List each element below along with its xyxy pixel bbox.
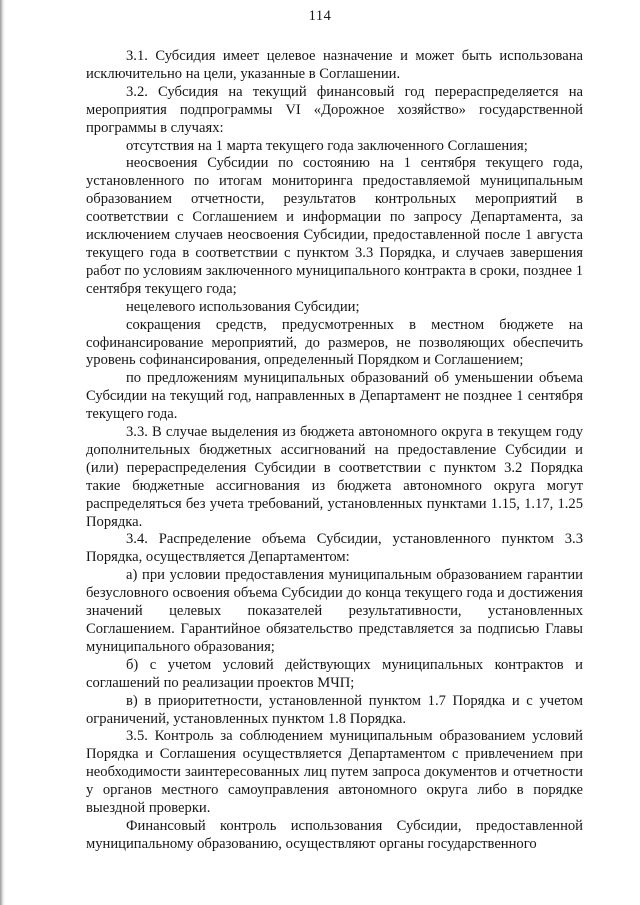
paragraph-3-4: 3.4. Распределение объема Субсидии, установленного пунктом 3.3 Порядка, осуществляется Департаментом: [86, 531, 583, 566]
list-item-v: в) в приоритетности, установленной пунктом 1.7 Порядка и с учетом ограничений, установленных пунктом 1.8 Порядка. [86, 692, 583, 727]
page-number: 114 [308, 8, 332, 24]
list-item-case: неосвоения Субсидии по состоянию на 1 сентября текущего года, установленного по итогам мониторинга предоставляемой муниципальным образованием отчетности, результатов контрольных мероприятий в соответствии с Соглашением и информации по запросу Департамента, за исключением случаев неосвоения Субсидии, предоставленной после 1 августа текущего года в соответствии с пунктом 3.3 Порядка, и случаев завершения работ по условиям заключенного муниципального контракта в сроки, позднее 1 сентября текущего года; [86, 155, 583, 297]
list-item-case: по предложениям муниципальных образований об уменьшении объема Субсидии на текущий год, направленных в Департамент не позднее 1 сентября текущего года. [86, 370, 583, 423]
list-item-case: отсутствия на 1 марта текущего года заключенного Соглашения; [126, 137, 528, 154]
paragraph-financial-control: Финансовый контроль использования Субсидии, предоставленной муниципальному образованию, осуществляют органы государственного [86, 817, 583, 852]
scan-edge-shadow [0, 0, 5, 905]
document-body [86, 48, 583, 854]
paragraph-3-1: 3.1. Субсидия имеет целевое назначение и может быть использована исключительно на цели, указанные в Соглашении. [86, 48, 583, 82]
list-item-case: сокращения средств, предусмотренных в местном бюджете на софинансирование мероприятий, до размеров, не позволяющих обеспечить уровень софинансирования, определенный Порядком и Соглашением; [86, 316, 583, 369]
list-item-case: нецелевого использования Субсидии; [126, 298, 360, 315]
paragraph-3-5: 3.5. Контроль за соблюдением муниципальным образованием условий Порядка и Соглашения осуществляется Департаментом с привлечением при необходимости заинтересованных лиц путем запроса документов и отчетности у органов местного самоуправления автономного округа либо в порядке выездной проверки. [86, 728, 583, 817]
paragraph-3-3: 3.3. В случае выделения из бюджета автономного округа в текущем году дополнительных бюджетных ассигнований на предоставление Субсидии и (или) перераспределения Субсидии в соответствии с пунктом 3.2 Порядка такие бюджетные ассигнования из бюджета автономного округа могут распределяться без учета требований, установленных пунктами 1.15, 1.17, 1.25 Порядка. [86, 424, 583, 530]
list-item-b: б) с учетом условий действующих муниципальных контрактов и соглашений по реализации проектов МЧП; [86, 656, 583, 691]
list-item-a: а) при условии предоставления муниципальным образованием гарантии безусловного освоения объема Субсидии до конца текущего года и достижения значений целевых показателей результативности, установленных Соглашением. Гарантийное обязательство представляется за подписью Главы муниципального образования; [86, 567, 583, 655]
paragraph-3-2: 3.2. Субсидия на текущий финансовый год перераспределяется на мероприятия подпрограммы VI «Дорожное хозяйство» государственной программы в случаях: [86, 83, 583, 136]
